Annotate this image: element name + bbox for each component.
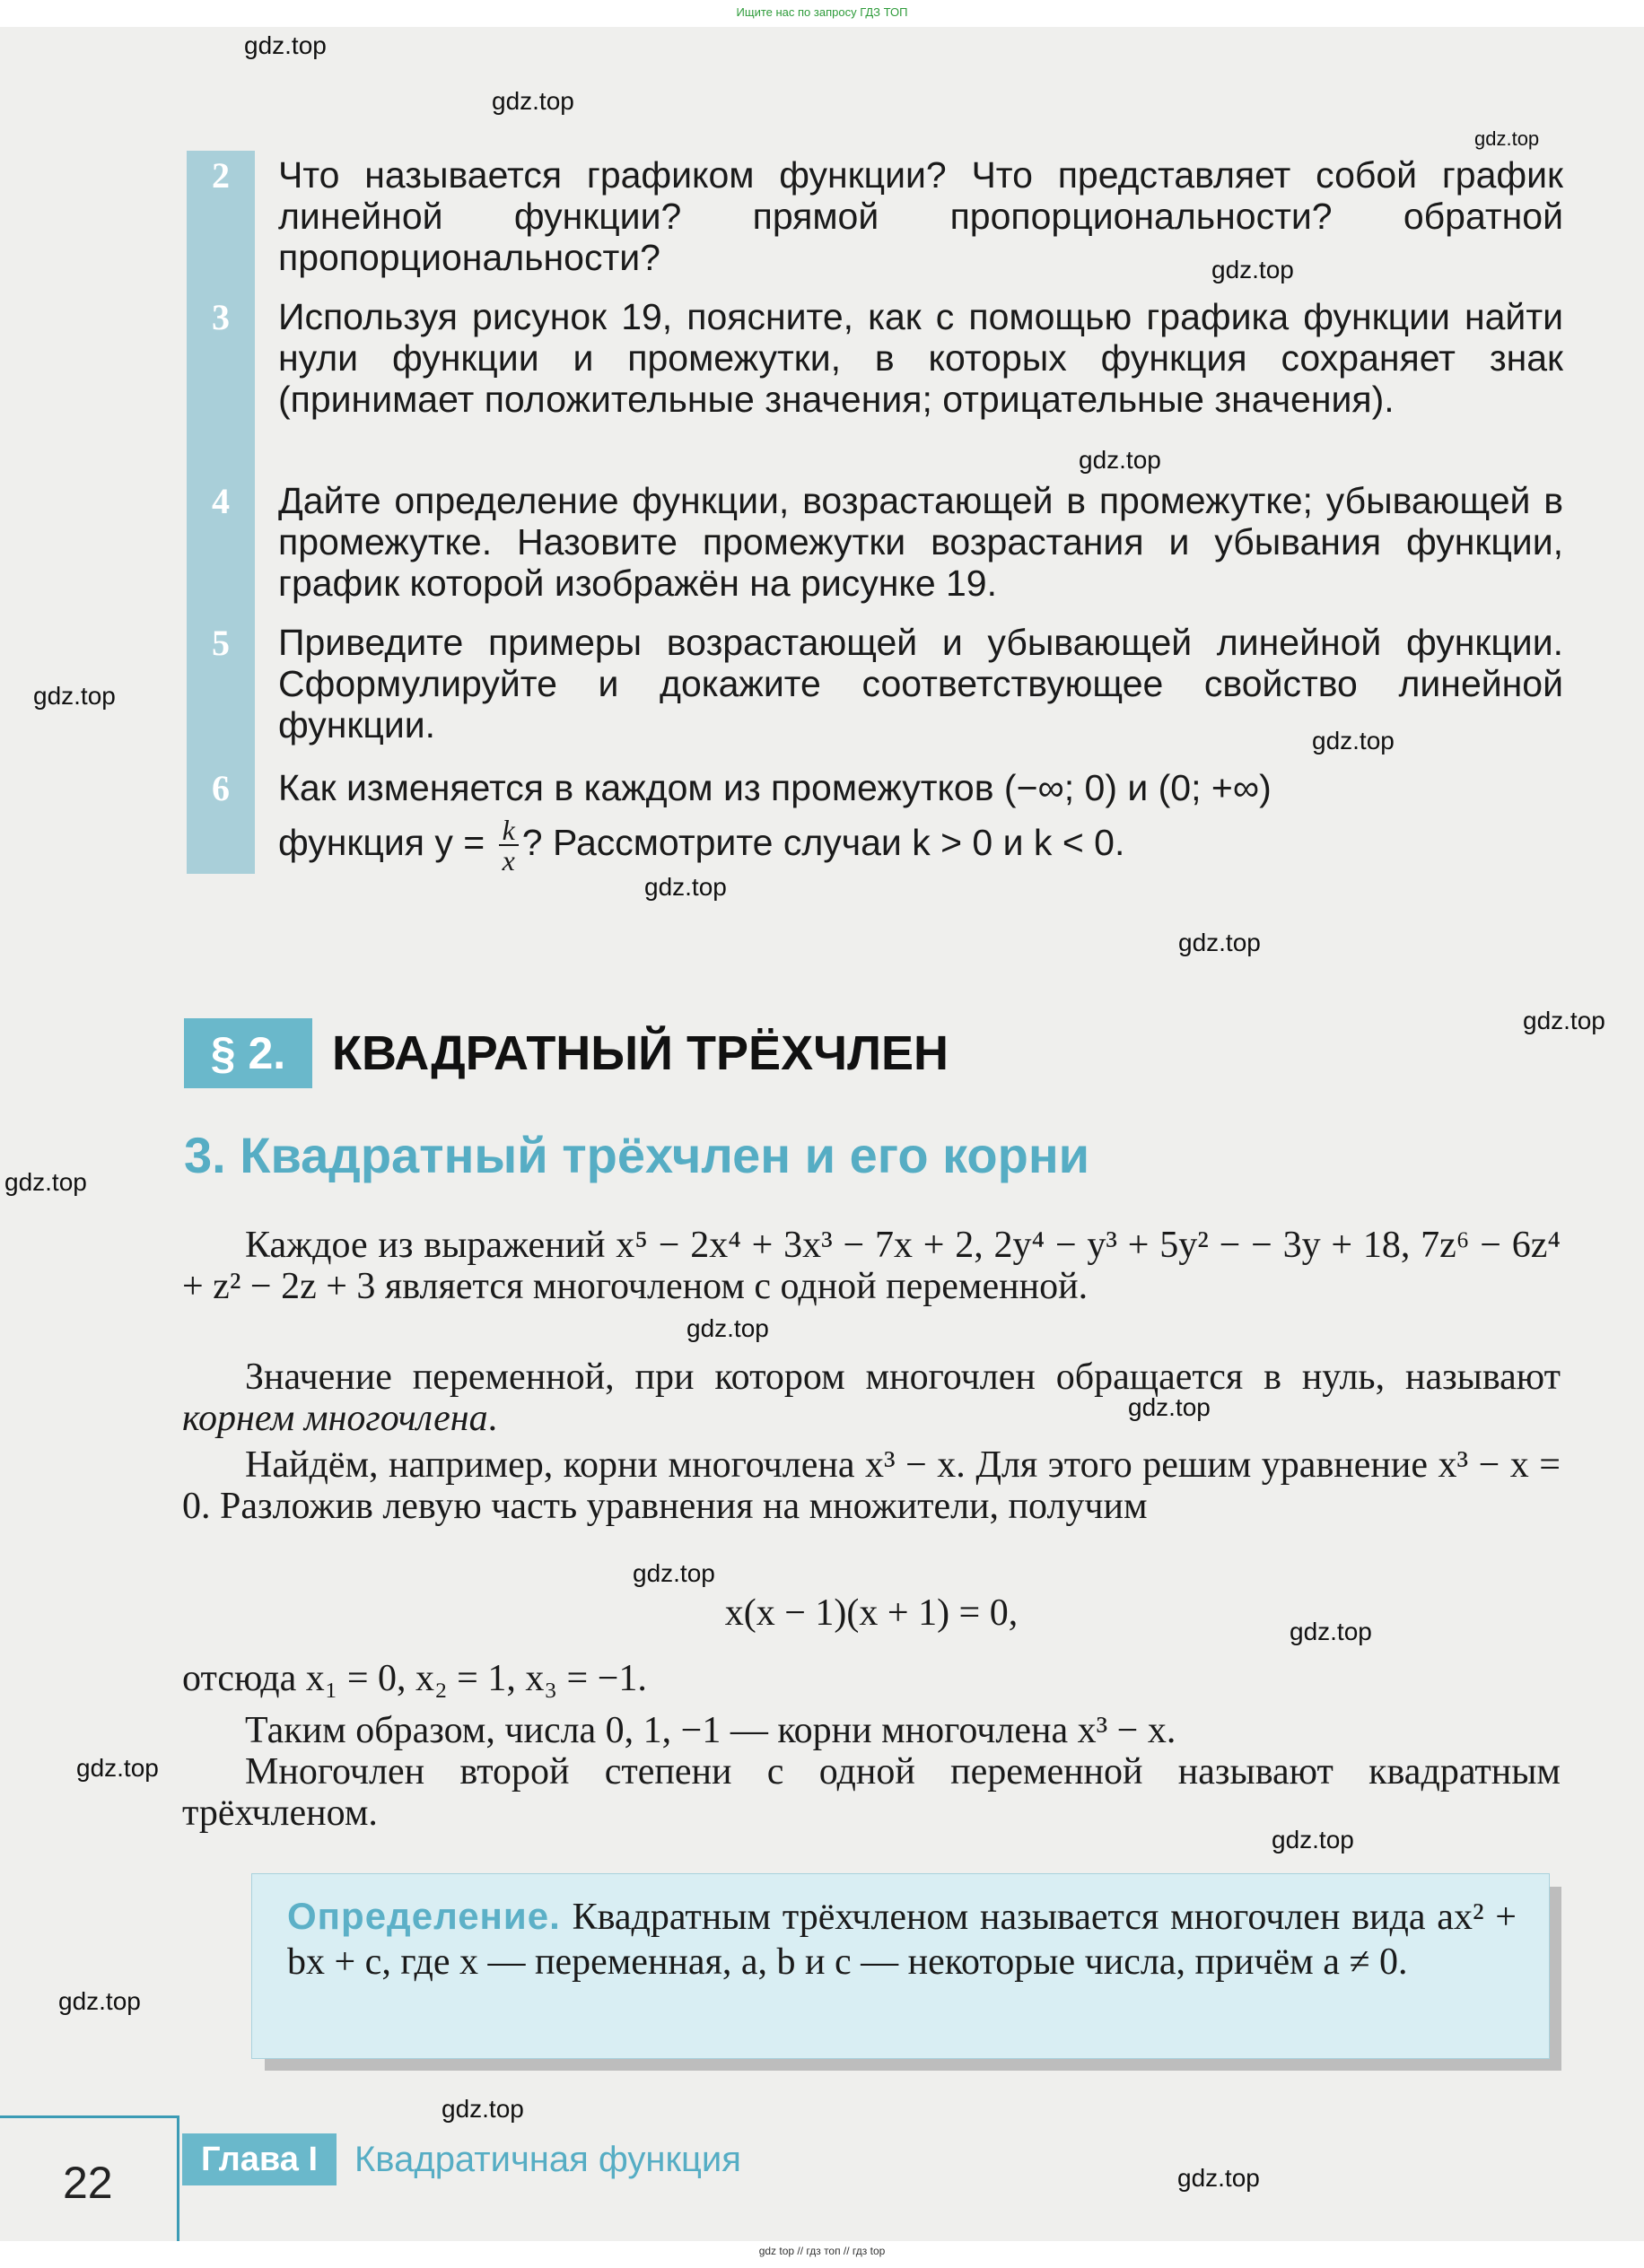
paragraph: Каждое из выражений x⁵ − 2x⁴ + 3x³ − 7x + 2, 2y⁴ − y³ + 5y² − − 3y + 18, 7z⁶ − 6z⁴ + z² − 2z + 3 является многочленом с одной переменной. (182, 1225, 1561, 1307)
chapter-badge: Глава I (182, 2133, 337, 2185)
question-part: ? Рассмотрите случаи k > 0 и k < 0. (521, 821, 1125, 863)
section-badge: § 2. (184, 1018, 312, 1088)
paragraph: Многочлен второй степени с одной переменной называют квадратным трёхчленом. (182, 1751, 1561, 1834)
top-note: Ищите нас по запросу ГДЗ ТОП (736, 5, 908, 19)
watermark: gdz.top (1312, 727, 1395, 755)
question-number: 4 (212, 481, 230, 521)
paragraph-text: . (487, 1398, 498, 1439)
question-number: 3 (212, 297, 230, 337)
watermark: gdz.top (1272, 1826, 1354, 1854)
watermark: gdz.top (76, 1754, 159, 1782)
question-line: Как изменяется в каждом из промежутков (−∞; 0) и (0; +∞) (278, 767, 1272, 808)
watermark: gdz.top (686, 1314, 769, 1342)
bottom-note: gdz top // гдз топ // гдз top (758, 2245, 886, 2257)
watermark: gdz.top (644, 873, 727, 901)
watermark: gdz.top (1177, 2164, 1260, 2192)
page-number: 22 (63, 2158, 113, 2208)
question-text: Приведите примеры возрастающей и убывающей линейной функции. Сформулируйте и докажите соответствующее свойство линейной функции. (278, 622, 1563, 746)
question-text: Используя рисунок 19, поясните, как с помощью графика функции найти нули функции и промежутки, в которых функция сохраняет знак (принимает положительные значения; отрицательные значения). (278, 296, 1563, 420)
fraction (499, 816, 519, 875)
watermark: gdz.top (1474, 127, 1540, 150)
watermark: gdz.top (4, 1168, 87, 1196)
watermark: gdz.top (1128, 1393, 1211, 1421)
watermark: gdz.top (1079, 446, 1161, 474)
question-text: Дайте определение функции, возрастающей в промежутке; убывающей в промежутке. Назовите промежутки возрастания и убывания функции, график которой изображён на рисунке 19. (278, 480, 1563, 604)
watermark: gdz.top (492, 87, 574, 115)
section-title: КВАДРАТНЫЙ ТРЁХЧЛЕН (332, 1026, 949, 1080)
paragraph (182, 1356, 1561, 1439)
watermark: gdz.top (1523, 1007, 1605, 1034)
question-number: 2 (212, 155, 230, 196)
watermark: gdz.top (633, 1559, 715, 1587)
question-text: Что называется графиком функции? Что представляет собой график линейной функции? прямой пропорциональности? обратной пропорциональности? (278, 154, 1563, 278)
question-number: 5 (212, 623, 230, 663)
watermark: gdz.top (442, 2095, 524, 2123)
watermark: gdz.top (244, 31, 327, 59)
paragraph: Найдём, например, корни многочлена x³ − x. Для этого решим уравнение x³ − x = 0. Разложив левую часть уравнения на множители, получим (182, 1444, 1561, 1527)
term-emphasis: корнем многочлена (182, 1398, 488, 1439)
chapter-name: Квадратичная функция (354, 2140, 741, 2179)
footer-rule (0, 2115, 179, 2118)
footer-rule (177, 2117, 179, 2241)
definition-text (287, 1894, 1517, 1984)
paragraph: Таким образом, числа 0, 1, −1 — корни многочлена x³ − x. (245, 1710, 1176, 1751)
formula: x(x − 1)(x + 1) = 0, (724, 1592, 1019, 1634)
fraction-denominator: x (502, 844, 515, 877)
watermark: gdz.top (1178, 929, 1261, 956)
watermark: gdz.top (1211, 256, 1294, 284)
paragraph: отсюда x₁ = 0, x₂ = 1, x₃ = −1. (182, 1658, 647, 1699)
question-number: 6 (212, 768, 230, 808)
watermark: gdz.top (1290, 1618, 1372, 1645)
paragraph-text: Значение переменной, при котором многочлен обращается в нуль, называют (245, 1356, 1561, 1398)
definition-label: Определение. (287, 1895, 561, 1937)
fraction-numerator: k (499, 816, 519, 846)
definition-body: Квадратным трёхчленом называется многочлен вида ax² + bx + c, где x — переменная, a, b и c — некоторые числа, причём a ≠ 0. (287, 1897, 1517, 1983)
watermark: gdz.top (58, 1987, 141, 2015)
question-text (278, 767, 1563, 875)
question-part: функция y = (278, 821, 495, 863)
question-line (278, 816, 1563, 875)
watermark: gdz.top (33, 682, 116, 710)
topic-heading: 3. Квадратный трёхчлен и его корни (184, 1127, 1090, 1183)
